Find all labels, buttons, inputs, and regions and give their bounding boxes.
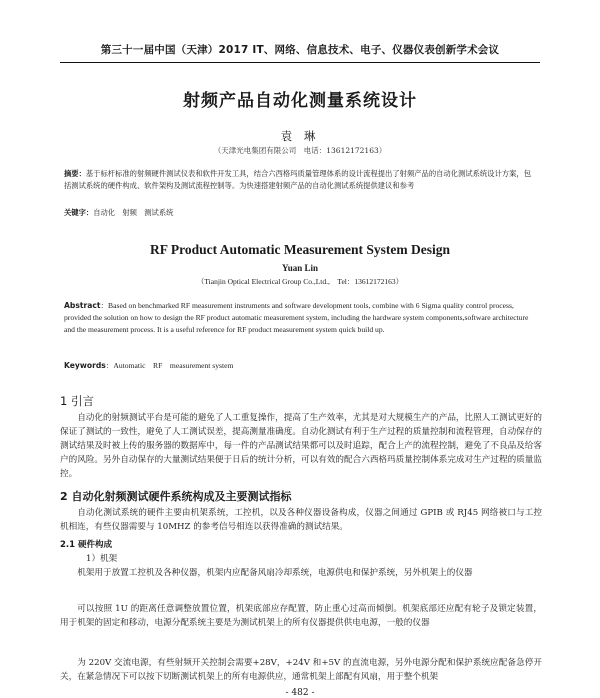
subsection-item: 1）机架 <box>86 554 118 564</box>
paper-title: 射频产品自动化测量系统设计 <box>183 91 417 111</box>
rack-paragraph-1-text: 机架用于放置工控机及各种仪器，机架内应配备风扇冷却系统，电源供电和保护系统，另外机架上的仪器 <box>77 568 473 578</box>
abstract-en-text: ：Based on benchmarked RF measurement instruments and software development tools, combine with 6 Sigma quality control process, provided the solution on how to design the RF product automatic measurement system, including the hardware system components,software architecture and the measurement process. It is a useful reference for RF product measurement system quick build up. <box>64 301 529 335</box>
author: 袁 琳 <box>280 129 320 143</box>
english-author: Yuan Lin <box>282 263 318 273</box>
english-title: RF Product Automatic Measurement System Design <box>149 242 451 257</box>
section-1-heading: 1 引言 <box>60 394 94 408</box>
page-number: - 482 - <box>285 688 315 698</box>
keywords-cn-text: 自动化 射频 测试系统 <box>93 208 174 217</box>
rack-paragraph-1 <box>60 566 542 580</box>
subsection-heading: 2.1 硬件构成 <box>60 540 113 550</box>
keywords-en-text: ：Automatic RF measurement system <box>105 361 234 370</box>
keywords-en <box>64 360 536 372</box>
keywords-en-label: Keywords <box>64 361 106 370</box>
section-2-paragraph: 自动化测试系统的硬件主要由机架系统，工控机，以及各种仪器设备构成，仪器之间通过 GPIB 或 RJ45 网络被口与工控机相连，有些仪器需要与 10MHZ 的参考信号相连以获得准确的测试结果。 <box>60 508 542 532</box>
rack-paragraph-2-text: 可以按照 1U 的距离任意调整放置位置，机架底部应存配置，防止重心过高而倾倒。机架底部还应配有轮子及锁定装置，用于机架的固定和移动，电源分配系统主要是为测试机架上的所有仪器提供供电电源，一般的仪器 <box>60 604 542 628</box>
english-affiliation: （Tianjin Optical Electrical Group Co.,Ltd., Tel：13612172163） <box>196 277 404 286</box>
conference-header: 第三十一届中国（天津）2017 IT、网络、信息技术、电子、仪器仪表创新学术会议 <box>100 44 500 56</box>
abstract-cn-text: 基于标杆标准的射频硬件测试仪表和软件开发工具，结合六西格玛质量管理体系的设计流程提出了射频产品的自动化测试系统设计方案，包括测试系统的硬件构成、软件架构及测试流程控制等。为快速搭建射频产品的自动化测试系统提供建议和参考 <box>64 169 531 190</box>
rack-paragraph-3-text: 为 220V 交流电源，有些射频开关控制会需要+28V，+24V 和+5V 的直流电源，另外电源分配和保护系统应配备急停开关，在紧急情况下可以按下切断测试机架上的所有电源供应，通常机架上部配有风扇，用于整个机架 <box>60 658 542 682</box>
rack-paragraph-2 <box>60 602 542 630</box>
section-1-body <box>60 411 542 481</box>
section-2-heading: 2 自动化射频测试硬件系统构成及主要测试指标 <box>60 490 292 503</box>
keywords-cn-label: 关键字： <box>64 208 94 217</box>
header-rule <box>60 62 540 63</box>
abstract-cn-label: 摘要： <box>64 169 86 178</box>
keywords-cn <box>64 207 536 219</box>
section-2-body <box>60 506 542 534</box>
rack-paragraph-3 <box>60 656 542 684</box>
abstract-cn <box>64 168 536 192</box>
affiliation: （天津光电集团有限公司 电话：13612172163） <box>213 146 387 155</box>
abstract-en <box>64 300 536 337</box>
abstract-en-label: Abstract <box>64 301 101 310</box>
section-1-paragraph: 自动化的射频测试平台是可能的避免了人工重复操作，提高了生产效率，尤其是对大规模生产的产品，比照人工测试更好的保证了测试的一致性，避免了人工测试误差，提高测量准确度。自动化测试有利于生产过程的质量控制和流程管理，自动保存的测试结果及时被上传的服务器的数据库中，每一件的产品测试结果都可以及时追踪，配合上产的流程控制，避免了不良品及给客户的风险。另外自动保存的大量测试结果便于日后的统计分析，可以有效的配合六西格玛质量控制体系完成对生产过程的质量监控。 <box>60 413 542 479</box>
